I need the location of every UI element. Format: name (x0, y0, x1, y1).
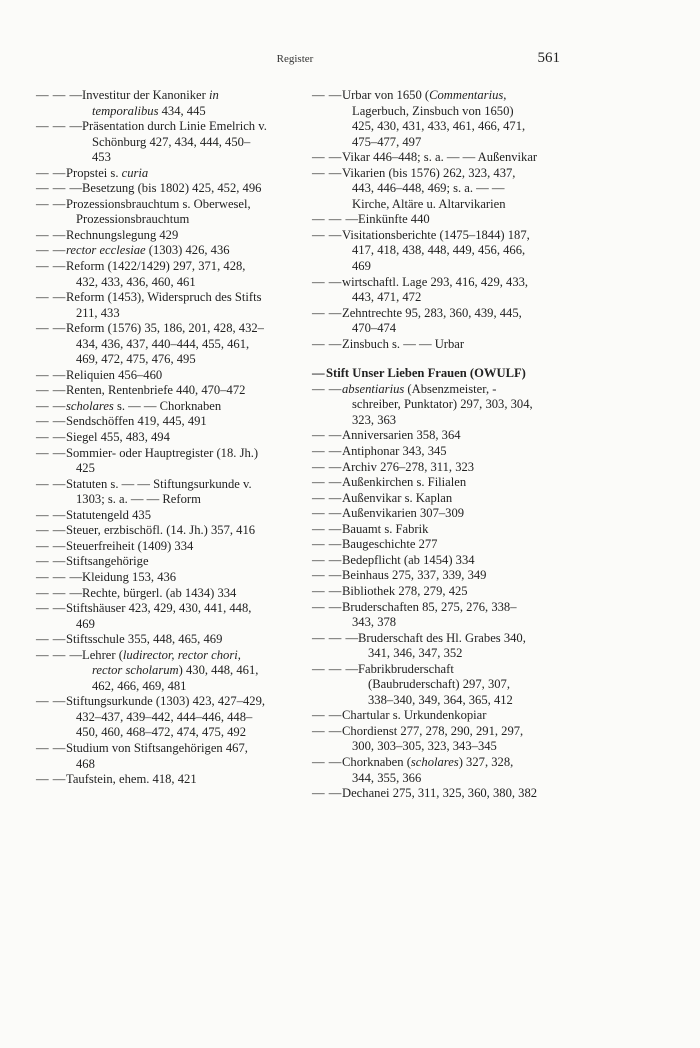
entry-level-dashes: — — — (36, 569, 83, 584)
entry-text-segment: Statutengeld 435 (66, 507, 151, 522)
entry-level-dashes: — — (36, 476, 66, 491)
entry-level-dashes: — — (312, 708, 342, 723)
index-entry (36, 119, 268, 166)
index-entry (36, 648, 268, 695)
entry-level-dashes: — — (312, 583, 342, 598)
index-entry (312, 662, 538, 709)
entry-level-dashes: — — (36, 523, 66, 538)
entry-text-segment: Chordienst 277, 278, 290, 291, 297, 300, 303–305, 323, 343–345 (342, 723, 524, 754)
entry-text (82, 119, 268, 166)
index-entry (312, 444, 538, 460)
entry-level-dashes: — — (36, 538, 66, 553)
entry-level-dashes: — — (36, 414, 66, 429)
entry-text-segment: Besetzung (bis 1802) 425, 452, 496 (82, 181, 262, 196)
index-entry (36, 166, 268, 182)
entry-text (342, 584, 538, 600)
entry-text (66, 772, 268, 788)
entry-text (342, 491, 538, 507)
entry-text (66, 741, 268, 772)
entry-text-segment: Rechnungslegung 429 (66, 227, 179, 242)
entry-text (342, 537, 538, 553)
entry-text-segment: Reform (1576) 35, 186, 201, 428, 432–434, 436, 437, 440–444, 455, 461, 469, 472, 475, 476, 495 (66, 321, 264, 367)
index-entry (312, 337, 538, 353)
entry-level-dashes: — — (36, 554, 66, 569)
index-entry (312, 600, 538, 631)
index-entry (312, 275, 538, 306)
entry-level-dashes: — — (312, 521, 342, 536)
entry-text-segment: (1303) 426, 436 (145, 243, 230, 258)
entry-text-segment: Stiftsangehörige (66, 554, 149, 569)
entry-level-dashes: — — — (312, 630, 359, 645)
entry-text (342, 755, 538, 786)
entry-text-segment: Stiftungsurkunde (1303) 423, 427–429, 432–437, 439–442, 444–446, 448–450, 460, 468–472, 474, 475, 492 (66, 694, 266, 740)
entry-text (66, 632, 268, 648)
entry-text-segment: Reliquien 456–460 (66, 367, 163, 382)
index-entry (312, 382, 538, 429)
index-entry (312, 755, 538, 786)
entry-text-italic: curia (121, 165, 149, 180)
entry-text (82, 181, 268, 197)
entry-text (82, 88, 268, 119)
entry-text (342, 444, 538, 460)
entry-text (66, 399, 268, 415)
entry-text-segment: Sendschöffen 419, 445, 491 (66, 414, 207, 429)
entry-level-dashes: — — (312, 165, 342, 180)
index-entry (312, 631, 538, 662)
entry-text-segment: Visitationsberichte (1475–1844) 187, 417, 418, 438, 448, 449, 456, 466, 469 (342, 227, 530, 274)
entry-text (82, 570, 268, 586)
entry-text-segment: Chartular s. Urkundenkopiar (342, 708, 487, 723)
index-entry (36, 539, 268, 555)
entry-text-segment: Vikarien (bis 1576) 262, 323, 437, 443, 446–448, 469; s. a. — — Kirche, Altäre u. Altarvikarien (342, 165, 516, 211)
entry-text (342, 553, 538, 569)
entry-level-dashes: — — — (36, 585, 83, 600)
index-entry (36, 430, 268, 446)
entry-text-segment: Steuerfreiheit (1409) 334 (66, 538, 194, 553)
entry-text-segment: Antiphonar 343, 345 (342, 444, 447, 459)
entry-text-italic: in temporalibus (92, 88, 219, 118)
index-entry (312, 584, 538, 600)
entry-level-dashes: — — (312, 88, 342, 102)
entry-text-segment: Statuten s. — — Stiftungsurkunde v. 1303; s. a. — — Reform (66, 476, 252, 507)
entry-text (342, 786, 538, 802)
entry-level-dashes: — — — (36, 181, 83, 196)
entry-text-segment: Anniversarien 358, 364 (342, 428, 461, 443)
index-entry (36, 181, 268, 197)
index-column-right (312, 88, 538, 802)
entry-level-dashes: — — — (312, 661, 359, 676)
entry-text-segment: , Lagerbuch, Zinsbuch von 1650) 425, 430, 431, 433, 461, 466, 471, 475–477, 497 (352, 88, 526, 149)
index-entry (312, 475, 538, 491)
entry-text-italic: scholares (66, 398, 114, 413)
entry-text (342, 166, 538, 213)
entry-text-segment: Studium von Stiftsangehörigen 467, 468 (66, 740, 248, 771)
entry-level-dashes: — — — (36, 119, 83, 134)
entry-level-dashes: — — (312, 150, 342, 165)
entry-level-dashes: — — (36, 259, 66, 274)
index-entry (312, 228, 538, 275)
entry-text-segment: Stiftsschule 355, 448, 465, 469 (66, 632, 223, 647)
entry-text (342, 150, 538, 166)
index-entry (36, 601, 268, 632)
entry-level-dashes: — — (36, 321, 66, 336)
entry-text-segment: Bruderschaft des Hl. Grabes 340, 341, 346, 347, 352 (358, 630, 526, 661)
entry-text (66, 523, 268, 539)
entry-text-segment: Dechanei 275, 311, 325, 360, 380, 382 (342, 786, 538, 801)
entry-level-dashes: — (312, 366, 326, 381)
entry-text-segment: ) 327, 328, 344, 355, 366 (352, 754, 514, 785)
entry-level-dashes: — — (312, 786, 342, 801)
entry-text-segment: Bruderschaften 85, 275, 276, 338–343, 378 (342, 599, 517, 630)
index-entry (312, 150, 538, 166)
index-entry (36, 694, 268, 741)
entry-text-segment: Siegel 455, 483, 494 (66, 430, 170, 445)
entry-text-segment: Beinhaus 275, 337, 339, 349 (342, 568, 487, 583)
entry-text-segment: Präsentation durch Linie Emelrich v. Schönburg 427, 434, 444, 450–453 (82, 119, 267, 165)
page-number: 561 (537, 50, 560, 66)
entry-level-dashes: — — (36, 398, 66, 413)
index-entry (36, 741, 268, 772)
index-entry (36, 399, 268, 415)
entry-level-dashes: — — (36, 165, 66, 180)
entry-level-dashes: — — (36, 772, 66, 787)
entry-level-dashes: — — (36, 367, 66, 382)
entry-text (82, 586, 268, 602)
running-title: Register (276, 53, 314, 65)
index-entry (36, 414, 268, 430)
entry-level-dashes: — — (312, 537, 342, 552)
entry-level-dashes: — — (36, 740, 66, 755)
entry-text-segment: Renten, Rentenbriefe 440, 470–472 (66, 383, 246, 398)
index-entry (36, 632, 268, 648)
entry-level-dashes: — — (312, 305, 342, 320)
index-entry (312, 166, 538, 213)
index-entry (36, 508, 268, 524)
entry-text-italic: Commentarius (429, 88, 504, 102)
index-entry (36, 321, 268, 368)
index-entry (36, 228, 268, 244)
index-entry (36, 523, 268, 539)
entry-level-dashes: — — (312, 723, 342, 738)
entry-text (342, 475, 538, 491)
entry-level-dashes: — — — (312, 212, 359, 227)
entry-text (66, 368, 268, 384)
entry-level-dashes: — — (312, 568, 342, 583)
entry-text-segment: 434, 445 (158, 103, 206, 118)
entry-text (66, 259, 268, 290)
entry-text-segment: Einkünfte 440 (358, 212, 430, 227)
entry-text-italic: absentiarius (342, 381, 405, 396)
entry-text (66, 197, 268, 228)
index-entry (312, 212, 538, 228)
entry-text (66, 508, 268, 524)
index-entry (36, 383, 268, 399)
entry-text (326, 366, 538, 382)
entry-level-dashes: — — (312, 459, 342, 474)
entry-text (66, 446, 268, 477)
entry-level-dashes: — — (312, 274, 342, 289)
entry-text (342, 724, 538, 755)
index-entry (312, 428, 538, 444)
entry-level-dashes: — — (312, 336, 342, 351)
entry-level-dashes: — — (36, 383, 66, 398)
entry-text-segment: Kleidung 153, 436 (82, 569, 177, 584)
entry-text-segment: Baugeschichte 277 (342, 537, 438, 552)
entry-text-segment: Investitur der Kanoniker (82, 88, 209, 102)
entry-text (66, 430, 268, 446)
entry-level-dashes: — — (312, 506, 342, 521)
index-entry (312, 460, 538, 476)
index-entry (36, 554, 268, 570)
entry-text-segment: Außenkirchen s. Filialen (342, 475, 467, 490)
entry-level-dashes: — — (36, 445, 66, 460)
entry-text-segment: Bedepflicht (ab 1454) 334 (342, 552, 475, 567)
index-entry (312, 522, 538, 538)
entry-text (66, 166, 268, 182)
entry-text-segment: Rechte, bürgerl. (ab 1434) 334 (82, 585, 237, 600)
entry-level-dashes: — — (312, 552, 342, 567)
index-entry (312, 786, 538, 802)
entry-level-dashes: — — — (36, 88, 83, 102)
entry-level-dashes: — — (312, 381, 342, 396)
entry-text (66, 694, 268, 741)
entry-text (66, 477, 268, 508)
entry-text-segment: Prozessionsbrauchtum s. Oberwesel, Prozessionsbrauchtum (66, 196, 251, 227)
entry-level-dashes: — — (36, 227, 66, 242)
entry-level-dashes: — — (36, 196, 66, 211)
entry-text (66, 243, 268, 259)
index-entry (36, 446, 268, 477)
entry-text-segment: Reform (1453), Widerspruch des Stifts 211, 433 (66, 290, 262, 320)
entry-text-italic: rector ecclesiae (66, 243, 146, 258)
entry-text-italic: ludirector, rector chori, rector scholarum (92, 647, 241, 678)
index-entry (312, 553, 538, 569)
entry-text (66, 228, 268, 244)
entry-text-segment: Bauamt s. Fabrik (342, 521, 429, 536)
entry-level-dashes: — — (36, 507, 66, 522)
entry-text (342, 275, 538, 306)
entry-level-dashes: — — (36, 290, 66, 305)
index-entry (312, 306, 538, 337)
entry-text-segment: Fabrikbruderschaft (Baubruderschaft) 297, 307, 338–340, 349, 364, 365, 412 (358, 661, 513, 707)
section-gap (312, 352, 538, 366)
entry-level-dashes: — — (36, 430, 66, 445)
entry-text (342, 228, 538, 275)
entry-text-segment: Zehntrechte 95, 283, 360, 439, 445, 470–474 (342, 305, 522, 336)
entry-text (82, 648, 268, 695)
entry-level-dashes: — — (312, 490, 342, 505)
index-entry (36, 197, 268, 228)
index-entry (36, 586, 268, 602)
entry-level-dashes: — — (36, 601, 66, 616)
entry-text-segment: Chorknaben ( (342, 754, 411, 769)
entry-text (358, 212, 538, 228)
entry-text-segment: Propstei s. (66, 165, 122, 180)
entry-text-italic: scholares (410, 754, 459, 769)
index-entry (36, 772, 268, 788)
entry-level-dashes: — — — (36, 647, 83, 662)
entry-text (66, 321, 268, 368)
entry-text-segment: wirtschaftl. Lage 293, 416, 429, 433, 443, 471, 472 (342, 274, 529, 305)
entry-text (342, 382, 538, 429)
entry-level-dashes: — — (312, 599, 342, 614)
entry-text (342, 522, 538, 538)
entry-level-dashes: — — (312, 444, 342, 459)
entry-text (66, 539, 268, 555)
entry-text-segment: Urbar von 1650 ( (342, 88, 430, 102)
entry-text-segment: Steuer, erzbischöfl. (14. Jh.) 357, 416 (66, 523, 256, 538)
entry-text (66, 554, 268, 570)
entry-text (342, 88, 538, 150)
index-entry (36, 259, 268, 290)
entry-text (66, 383, 268, 399)
entry-text (66, 414, 268, 430)
entry-level-dashes: — — (312, 227, 342, 242)
entry-text-segment: Taufstein, ehem. 418, 421 (66, 772, 197, 787)
entry-text (342, 306, 538, 337)
entry-text-segment: Vikar 446–448; s. a. — — Außenvikar (342, 150, 538, 165)
entry-text (358, 631, 538, 662)
index-entry (312, 708, 538, 724)
entry-text (358, 662, 538, 709)
entry-text-segment: Außenvikar s. Kaplan (342, 490, 453, 505)
entry-level-dashes: — — (36, 243, 66, 258)
index-entry (312, 88, 538, 150)
entry-text-segment: (Absenzmeister, -schreiber, Punktator) 297, 303, 304, 323, 363 (352, 381, 533, 427)
index-section-heading (312, 366, 538, 382)
entry-text-segment: ) 430, 448, 461, 462, 466, 469, 481 (92, 663, 259, 693)
entry-text (66, 601, 268, 632)
entry-text-segment: Außenvikarien 307–309 (342, 506, 465, 521)
entry-text-segment: Lehrer ( (82, 647, 123, 662)
entry-text-segment: Stift Unser Lieben Frauen (OWULF) (326, 366, 526, 381)
entry-level-dashes: — — (312, 475, 342, 490)
index-entry (312, 537, 538, 553)
entry-level-dashes: — — (36, 694, 66, 709)
entry-text (342, 506, 538, 522)
entry-text-segment: s. — — Chorknaben (113, 398, 222, 413)
index-entry (36, 243, 268, 259)
entry-text-segment: Zinsbuch s. — — Urbar (342, 336, 465, 351)
index-entry (312, 724, 538, 755)
index-entry (36, 570, 268, 586)
page-header (30, 50, 560, 70)
index-column-left (36, 88, 268, 788)
entry-text (66, 290, 268, 321)
index-entry (312, 506, 538, 522)
entry-text (342, 460, 538, 476)
entry-text-segment: Bibliothek 278, 279, 425 (342, 583, 468, 598)
entry-text (342, 428, 538, 444)
index-entry (36, 368, 268, 384)
entry-text-segment: Sommier- oder Hauptregister (18. Jh.) 425 (66, 445, 259, 476)
entry-text-segment: Stiftshäuser 423, 429, 430, 441, 448, 469 (66, 601, 252, 631)
entry-text-segment: Reform (1422/1429) 297, 371, 428, 432, 433, 436, 460, 461 (66, 259, 246, 289)
index-entry (312, 491, 538, 507)
index-entry (36, 477, 268, 508)
index-entry (312, 568, 538, 584)
index-entry (36, 88, 268, 119)
index-entry (36, 290, 268, 321)
entry-text-segment: Archiv 276–278, 311, 323 (342, 459, 475, 474)
entry-text (342, 708, 538, 724)
entry-level-dashes: — — (312, 428, 342, 443)
entry-text (342, 337, 538, 353)
entry-level-dashes: — — (36, 632, 66, 647)
entry-text (342, 568, 538, 584)
entry-level-dashes: — — (312, 754, 342, 769)
entry-text (342, 600, 538, 631)
